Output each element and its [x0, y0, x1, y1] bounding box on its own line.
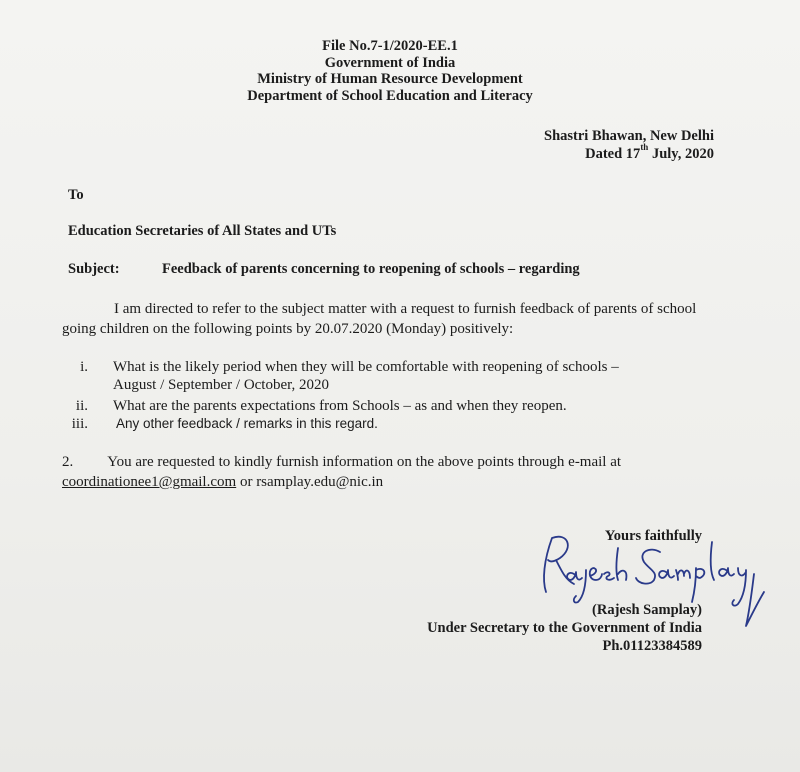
signatory-name: (Rajesh Samplay)	[592, 602, 702, 618]
email-joiner: or	[236, 474, 257, 490]
email-link-rsamplay[interactable]: rsamplay.edu@nic.in	[256, 474, 384, 490]
date-superscript: th	[640, 142, 649, 153]
paragraph-2	[62, 452, 722, 492]
list-item-text: Any other feedback / remarks in this regard.	[116, 416, 378, 431]
location: Shastri Bhawan, New Delhi	[544, 128, 714, 144]
paragraph-2-text: You are requested to kindly furnish information on the above points through e-mail at	[107, 454, 622, 470]
list-item-number: ii.	[75, 398, 88, 414]
ministry-name: Ministry of Human Resource Development	[257, 71, 523, 87]
department-name: Department of School Education and Literacy	[247, 87, 533, 104]
government-name: Government of India	[324, 54, 456, 71]
list-item-text: What are the parents expectations from Schools – as and when they reopen.	[113, 398, 567, 414]
yours-faithfully: Yours faithfully	[604, 528, 702, 544]
paragraph-1	[62, 299, 722, 339]
paragraph-2-number: 2.	[62, 454, 74, 470]
place-and-date	[544, 127, 714, 163]
letter-header	[200, 38, 580, 104]
email-link-coordination[interactable]: coordinationee1@gmail.com	[62, 474, 237, 490]
list-item-number: iii.	[71, 416, 88, 432]
list-item-text-continued: August / September / October, 2020	[113, 377, 330, 393]
signatory-designation: Under Secretary to the Government of India	[427, 620, 702, 636]
signatory-phone: Ph.01123384589	[602, 638, 702, 654]
handwritten-signature	[538, 530, 768, 630]
recipient: Education Secretaries of All States and UTs	[68, 223, 337, 239]
list-item-number: i.	[80, 359, 88, 375]
list-item-text: What is the likely period when they will be comfortable with reopening of schools –	[113, 359, 619, 375]
to-label: To	[68, 187, 84, 203]
date-prefix: Dated 17	[585, 146, 641, 162]
date-line	[544, 142, 714, 163]
date-suffix: July, 2020	[648, 146, 714, 162]
paragraph-1-text: I am directed to refer to the subject matter with a request to furnish feedback of parents of school going children on the following points by 20.07.2020 (Monday) positively:	[62, 301, 697, 337]
subject-text: Feedback of parents concerning to reopening of schools – regarding	[162, 261, 580, 277]
file-number: File No.7-1/2020-EE.1	[322, 38, 458, 54]
subject-label: Subject:	[68, 261, 120, 277]
